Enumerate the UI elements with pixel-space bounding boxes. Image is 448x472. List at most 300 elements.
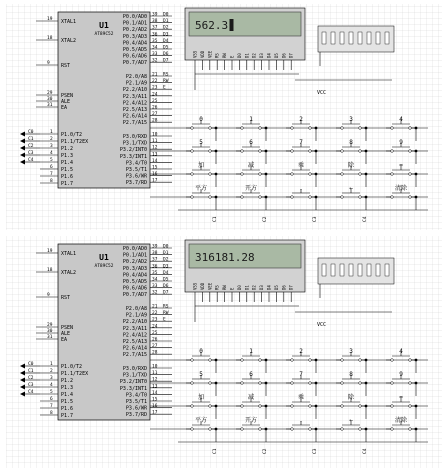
pin-number: 7 <box>50 404 53 409</box>
junction-dot <box>365 359 368 362</box>
lcd-pin-label: D5 <box>273 285 279 290</box>
switch-contact <box>409 150 412 153</box>
pin-number: 15 <box>152 397 158 403</box>
resistor-pack[interactable] <box>318 26 394 52</box>
pin-number: 30 <box>47 97 53 102</box>
switch-contact <box>259 359 262 362</box>
resistor <box>340 32 344 44</box>
pin-number: 10 <box>152 132 158 138</box>
net-label: RW <box>163 79 169 85</box>
pin-number: 21 <box>152 304 158 310</box>
mcu-pin-label: P2.7/A15 <box>122 120 147 127</box>
net-label: D6 <box>163 52 169 58</box>
mcu-pin-label: P1.4 <box>61 392 74 398</box>
switch-contact <box>309 405 312 408</box>
mcu-pin-label: XTAL1 <box>61 251 77 257</box>
mcu-pin-label: P0.0/AD0 <box>122 14 147 20</box>
net-label: C3 <box>28 151 34 156</box>
switch-contact <box>241 382 244 385</box>
mcu-pin-label: P1.1/T2EX <box>61 371 89 377</box>
pin-number: 6 <box>50 397 53 402</box>
mcu-pin-label: XTAL1 <box>61 19 77 25</box>
lcd-pin-label: D0 <box>236 53 242 58</box>
pin-number: 14 <box>152 390 158 396</box>
mcu-pin-label: P3.3/INT1 <box>119 153 147 160</box>
pin-number: 22 <box>152 311 158 317</box>
lcd-cursor <box>230 19 234 31</box>
resistor <box>367 32 371 44</box>
resistor <box>331 264 335 276</box>
switch-contact <box>209 173 212 176</box>
switch-contact <box>259 196 262 199</box>
switch-contact <box>359 405 362 408</box>
lcd-pin-label: RS <box>214 53 220 58</box>
junction-dot <box>215 359 218 362</box>
switch-contact <box>259 173 262 176</box>
mcu-pin-label: XTAL2 <box>61 38 77 44</box>
key-label: 开方 <box>244 417 258 424</box>
junction-dot <box>265 405 268 408</box>
key-label: 6 <box>249 139 253 146</box>
key-label: 平方 <box>194 417 208 424</box>
junction-dot <box>265 359 268 362</box>
net-label: RS <box>163 72 169 78</box>
switch-contact <box>291 173 294 176</box>
net-label-col: C3 <box>313 216 318 222</box>
switch-contact <box>309 196 312 199</box>
junction-dot <box>415 382 418 385</box>
lcd-pin-label: D7 <box>288 285 294 290</box>
pin-number: 31 <box>47 335 53 340</box>
net-label-col: C4 <box>363 216 368 222</box>
switch-contact <box>209 428 212 431</box>
pin-number: 2 <box>50 369 53 374</box>
pin-number: 19 <box>47 249 53 254</box>
resistor <box>385 32 389 44</box>
net-label: D2 <box>163 25 169 31</box>
switch-contact <box>341 359 344 362</box>
junction-dot <box>365 405 368 408</box>
mcu-pin-label: P1.7 <box>61 413 74 419</box>
pin-number: 18 <box>47 36 53 41</box>
switch-contact <box>409 127 412 130</box>
mcu-pin-label: P2.5/A13 <box>122 107 147 113</box>
pin-number: 8 <box>50 411 53 416</box>
junction-dot <box>315 196 318 199</box>
junction-dot <box>265 196 268 199</box>
pin-number: 30 <box>47 329 53 334</box>
switch-contact <box>209 127 212 130</box>
net-label-col: C1 <box>213 448 218 454</box>
net-label: C4 <box>28 390 34 395</box>
key-label: = <box>399 162 403 169</box>
pin-number: 17 <box>152 410 158 416</box>
pin-number: 28 <box>152 118 158 124</box>
net-label: D5 <box>163 45 169 51</box>
pin-number: 11 <box>152 371 158 377</box>
resistor <box>349 264 353 276</box>
mcu-name: U1 <box>99 253 109 262</box>
key-label: ← <box>349 417 353 424</box>
mcu-pin-label: P0.7/AD7 <box>122 60 147 67</box>
mcu-pin-label: P3.7/RD <box>125 412 147 419</box>
key-label: 3 <box>349 116 353 123</box>
net-label: C4 <box>28 158 34 163</box>
mcu-pin-label: P1.7 <box>61 181 74 187</box>
key-label: = <box>399 394 403 401</box>
switch-contact <box>191 382 194 385</box>
mcu-pin-label: P1.6 <box>61 406 74 412</box>
mcu-pin-label: P0.1/AD1 <box>122 20 147 27</box>
lcd-pin-label: RW <box>222 285 228 290</box>
switch-contact <box>191 150 194 153</box>
pin-number: 12 <box>152 145 158 151</box>
mcu-pin-label: P1.5 <box>61 399 74 405</box>
mcu-pin-label: P1.6 <box>61 174 74 180</box>
resistor <box>376 264 380 276</box>
pin-number: 29 <box>47 323 53 328</box>
key-label: 平方 <box>194 185 208 192</box>
switch-contact <box>391 382 394 385</box>
junction-dot <box>415 359 418 362</box>
pin-number: 3 <box>50 144 53 149</box>
junction-dot <box>365 150 368 153</box>
junction-dot <box>415 196 418 199</box>
lcd-pin-label: E <box>229 287 235 290</box>
pin-number: 33 <box>152 52 158 58</box>
pin-number: 9 <box>47 293 50 298</box>
pin-number: 14 <box>152 158 158 164</box>
lcd-pin-label: VSS <box>192 282 198 290</box>
switch-contact <box>309 127 312 130</box>
pin-number: 19 <box>47 17 53 22</box>
pin-number: 17 <box>152 178 158 184</box>
mcu-pin-label: P1.5 <box>61 167 74 173</box>
vcc-label: VCC <box>317 90 327 96</box>
mcu-pin-label: P3.0/RXD <box>122 366 147 372</box>
switch-contact <box>241 127 244 130</box>
switch-contact <box>291 196 294 199</box>
mcu-pin-label: P2.1/A9 <box>125 80 147 87</box>
pin-number: 23 <box>152 85 158 91</box>
mcu-part: AT89C52 <box>94 264 114 269</box>
key-label: 9 <box>399 139 403 146</box>
key-label: 2 <box>299 348 303 355</box>
switch-contact <box>259 428 262 431</box>
switch-contact <box>391 127 394 130</box>
mcu-pin-label: P2.2/A10 <box>122 87 147 94</box>
mcu-pin-label: P3.7/RD <box>125 180 147 187</box>
pin-number: 38 <box>152 19 158 25</box>
switch-contact <box>309 359 312 362</box>
key-label: 1 <box>249 348 253 355</box>
key-label: 清除 <box>394 185 408 192</box>
pin-number: 15 <box>152 165 158 171</box>
switch-contact <box>341 405 344 408</box>
mcu-pin-label: RST <box>61 295 71 301</box>
pin-number: 35 <box>152 38 158 44</box>
pin-number: 3 <box>50 376 53 381</box>
mcu-pin-label: ALE <box>61 99 71 105</box>
lcd-pin-label: D7 <box>288 53 294 58</box>
key-label: 7 <box>299 371 303 378</box>
switch-contact <box>391 359 394 362</box>
net-label: D1 <box>163 19 169 25</box>
junction-dot <box>265 127 268 130</box>
lcd-pin-label: VDD <box>199 50 205 58</box>
lcd-pin-label: D2 <box>251 285 257 290</box>
vcc-label: VCC <box>317 322 327 328</box>
resistor <box>322 264 326 276</box>
switch-contact <box>409 428 412 431</box>
pin-number: 37 <box>152 25 158 31</box>
mcu-pin-label: P1.2 <box>61 378 74 384</box>
net-label-col: C3 <box>313 448 318 454</box>
mcu-pin-label: P2.0/A8 <box>125 74 147 80</box>
key-label: 加 <box>197 394 205 401</box>
mcu-pin-label: P3.1/TXD <box>122 140 147 147</box>
switch-contact <box>359 196 362 199</box>
switch-contact <box>341 173 344 176</box>
lcd-display-text: 316181.28 <box>195 251 255 264</box>
switch-contact <box>409 196 412 199</box>
switch-contact <box>291 150 294 153</box>
resistor <box>331 32 335 44</box>
switch-contact <box>191 428 194 431</box>
junction-dot <box>365 428 368 431</box>
mcu-pin-label: P2.0/A8 <box>125 306 147 312</box>
junction-dot <box>215 127 218 130</box>
lcd-pin-label: D4 <box>266 285 272 290</box>
pin-number: 29 <box>47 91 53 96</box>
pin-number: 39 <box>152 12 158 18</box>
switch-contact <box>209 359 212 362</box>
switch-contact <box>209 196 212 199</box>
key-label: . <box>299 185 303 192</box>
pin-number: 13 <box>152 152 158 158</box>
net-label: D4 <box>163 38 169 44</box>
switch-contact <box>309 150 312 153</box>
pin-number: 5 <box>50 158 53 163</box>
lcd-pin-label: D6 <box>281 53 287 58</box>
resistor <box>340 264 344 276</box>
net-label: C0 <box>28 362 34 367</box>
key-label: 3 <box>349 348 353 355</box>
switch-contact <box>191 173 194 176</box>
mcu-pin-label: P1.3 <box>61 153 74 159</box>
mcu-pin-label: P2.6/A14 <box>122 113 147 120</box>
pin-number: 24 <box>152 92 158 98</box>
key-label: 清除 <box>394 417 408 424</box>
mcu-pin-label: P0.6/AD6 <box>122 53 147 60</box>
switch-contact <box>191 196 194 199</box>
key-label: 加 <box>197 162 205 169</box>
key-label: 0 <box>199 116 203 123</box>
switch-contact <box>341 196 344 199</box>
lcd-pin-label: D6 <box>281 285 287 290</box>
mcu-pin-label: P3.3/INT1 <box>119 385 147 392</box>
mcu-pin-label: RST <box>61 63 71 69</box>
junction-dot <box>215 150 218 153</box>
key-label: 0 <box>199 348 203 355</box>
pin-number: 16 <box>152 404 158 410</box>
mcu-pin-label: XTAL2 <box>61 270 77 276</box>
junction-dot <box>215 405 218 408</box>
switch-contact <box>309 173 312 176</box>
mcu-part: AT89C52 <box>94 32 114 37</box>
mcu-pin-label: P0.0/AD0 <box>122 246 147 252</box>
mcu-pin-label: P2.3/A11 <box>122 93 147 100</box>
junction-dot <box>265 173 268 176</box>
mcu-pin-label: PSEN <box>61 325 74 331</box>
switch-contact <box>291 405 294 408</box>
pin-number: 2 <box>50 137 53 142</box>
lcd-pin-label: D0 <box>236 285 242 290</box>
mcu-pin-label: P1.0/T2 <box>61 132 83 138</box>
junction-dot <box>365 127 368 130</box>
switch-contact <box>359 173 362 176</box>
mcu-pin-label: P3.5/T1 <box>125 399 147 405</box>
net-label: C1 <box>28 369 34 374</box>
net-label: RW <box>163 311 169 317</box>
pin-number: 36 <box>152 264 158 270</box>
pin-number: 9 <box>47 61 50 66</box>
switch-contact <box>359 150 362 153</box>
lcd-pin-label: D2 <box>251 53 257 58</box>
switch-contact <box>391 428 394 431</box>
pin-number: 12 <box>152 377 158 383</box>
key-label: 4 <box>399 116 403 123</box>
mcu-pin-label: P0.3/AD3 <box>122 33 147 40</box>
lcd-pin-label: D5 <box>273 53 279 58</box>
pin-number: 27 <box>152 344 158 350</box>
switch-contact <box>291 382 294 385</box>
junction-dot <box>415 150 418 153</box>
switch-contact <box>341 382 344 385</box>
net-label-col: C4 <box>363 448 368 454</box>
resistor <box>367 264 371 276</box>
junction-dot <box>315 127 318 130</box>
pin-number: 8 <box>50 179 53 184</box>
key-label: 除 <box>347 394 355 401</box>
key-label: 8 <box>349 371 353 378</box>
pin-number: 7 <box>50 172 53 177</box>
junction-dot <box>365 196 368 199</box>
switch-contact <box>359 127 362 130</box>
net-label: E <box>163 317 166 323</box>
mcu-pin-label: P3.5/T1 <box>125 167 147 173</box>
switch-contact <box>291 127 294 130</box>
key-label: 9 <box>399 371 403 378</box>
lcd-pin-label: D1 <box>244 53 250 58</box>
switch-contact <box>291 359 294 362</box>
key-label: 除 <box>347 162 355 169</box>
net-label: D3 <box>163 264 169 270</box>
switch-contact <box>191 359 194 362</box>
mcu-pin-label: P0.2/AD2 <box>122 27 147 34</box>
pin-number: 27 <box>152 112 158 118</box>
junction-dot <box>265 428 268 431</box>
mcu-pin-label: P2.1/A9 <box>125 312 147 319</box>
mcu-pin-label: P0.7/AD7 <box>122 292 147 299</box>
pin-number: 23 <box>152 317 158 323</box>
net-label: D2 <box>163 257 169 263</box>
resistor-pack[interactable] <box>318 258 394 284</box>
switch-contact <box>209 150 212 153</box>
lcd-pin-label: E <box>229 55 235 58</box>
mcu-pin-label: P0.5/AD5 <box>122 47 147 53</box>
junction-dot <box>215 382 218 385</box>
switch-contact <box>291 428 294 431</box>
mcu-pin-label: PSEN <box>61 93 74 99</box>
net-label: D7 <box>163 290 169 296</box>
lcd-display-text: 562.3 <box>195 19 229 32</box>
switch-contact <box>191 405 194 408</box>
switch-contact <box>309 428 312 431</box>
mcu-pin-label: P0.4/AD4 <box>122 40 147 47</box>
resistor <box>322 32 326 44</box>
mcu-pin-label: P3.6/WR <box>125 405 147 412</box>
lcd-pin-label: RS <box>214 285 220 290</box>
net-label: D3 <box>163 32 169 38</box>
net-label: D6 <box>163 284 169 290</box>
mcu-pin-label: P3.4/T0 <box>125 392 147 399</box>
junction-dot <box>315 359 318 362</box>
junction-dot <box>415 405 418 408</box>
mcu-pin-label: EA <box>61 337 68 343</box>
mcu-pin-label: P0.4/AD4 <box>122 272 147 279</box>
switch-contact <box>209 405 212 408</box>
pin-number: 18 <box>47 268 53 273</box>
junction-dot <box>315 382 318 385</box>
switch-contact <box>341 150 344 153</box>
mcu-pin-label: P1.0/T2 <box>61 364 83 370</box>
mcu-pin-label: P2.7/A15 <box>122 352 147 359</box>
switch-contact <box>259 405 262 408</box>
net-label: D0 <box>163 12 169 18</box>
mcu-pin-label: P1.3 <box>61 385 74 391</box>
resistor <box>349 32 353 44</box>
pin-number: 25 <box>152 330 158 336</box>
pin-number: 26 <box>152 337 158 343</box>
pin-number: 21 <box>152 72 158 78</box>
mcu-pin-label: P1.4 <box>61 160 74 166</box>
junction-dot <box>265 150 268 153</box>
switch-contact <box>409 382 412 385</box>
pin-number: 11 <box>152 139 158 145</box>
key-label: 7 <box>299 139 303 146</box>
mcu-pin-label: P3.4/T0 <box>125 160 147 167</box>
junction-dot <box>315 173 318 176</box>
junction-dot <box>315 428 318 431</box>
mcu-pin-label: P0.3/AD3 <box>122 265 147 272</box>
pin-number: 36 <box>152 32 158 38</box>
net-label: D5 <box>163 277 169 283</box>
lcd-pin-label: D4 <box>266 53 272 58</box>
lcd-pin-label: VEE <box>207 282 213 290</box>
mcu-pin-label: P3.2/INT0 <box>119 147 147 154</box>
junction-dot <box>315 405 318 408</box>
pin-number: 13 <box>152 384 158 390</box>
mcu-pin-label: P0.6/AD6 <box>122 285 147 292</box>
mcu-pin-label: P2.2/A10 <box>122 319 147 326</box>
key-label: 1 <box>249 116 253 123</box>
mcu-pin-label: P0.5/AD5 <box>122 279 147 285</box>
net-label: D0 <box>163 244 169 250</box>
pin-number: 33 <box>152 284 158 290</box>
mcu-pin-label: P3.6/WR <box>125 173 147 180</box>
key-label: 开方 <box>244 185 258 192</box>
